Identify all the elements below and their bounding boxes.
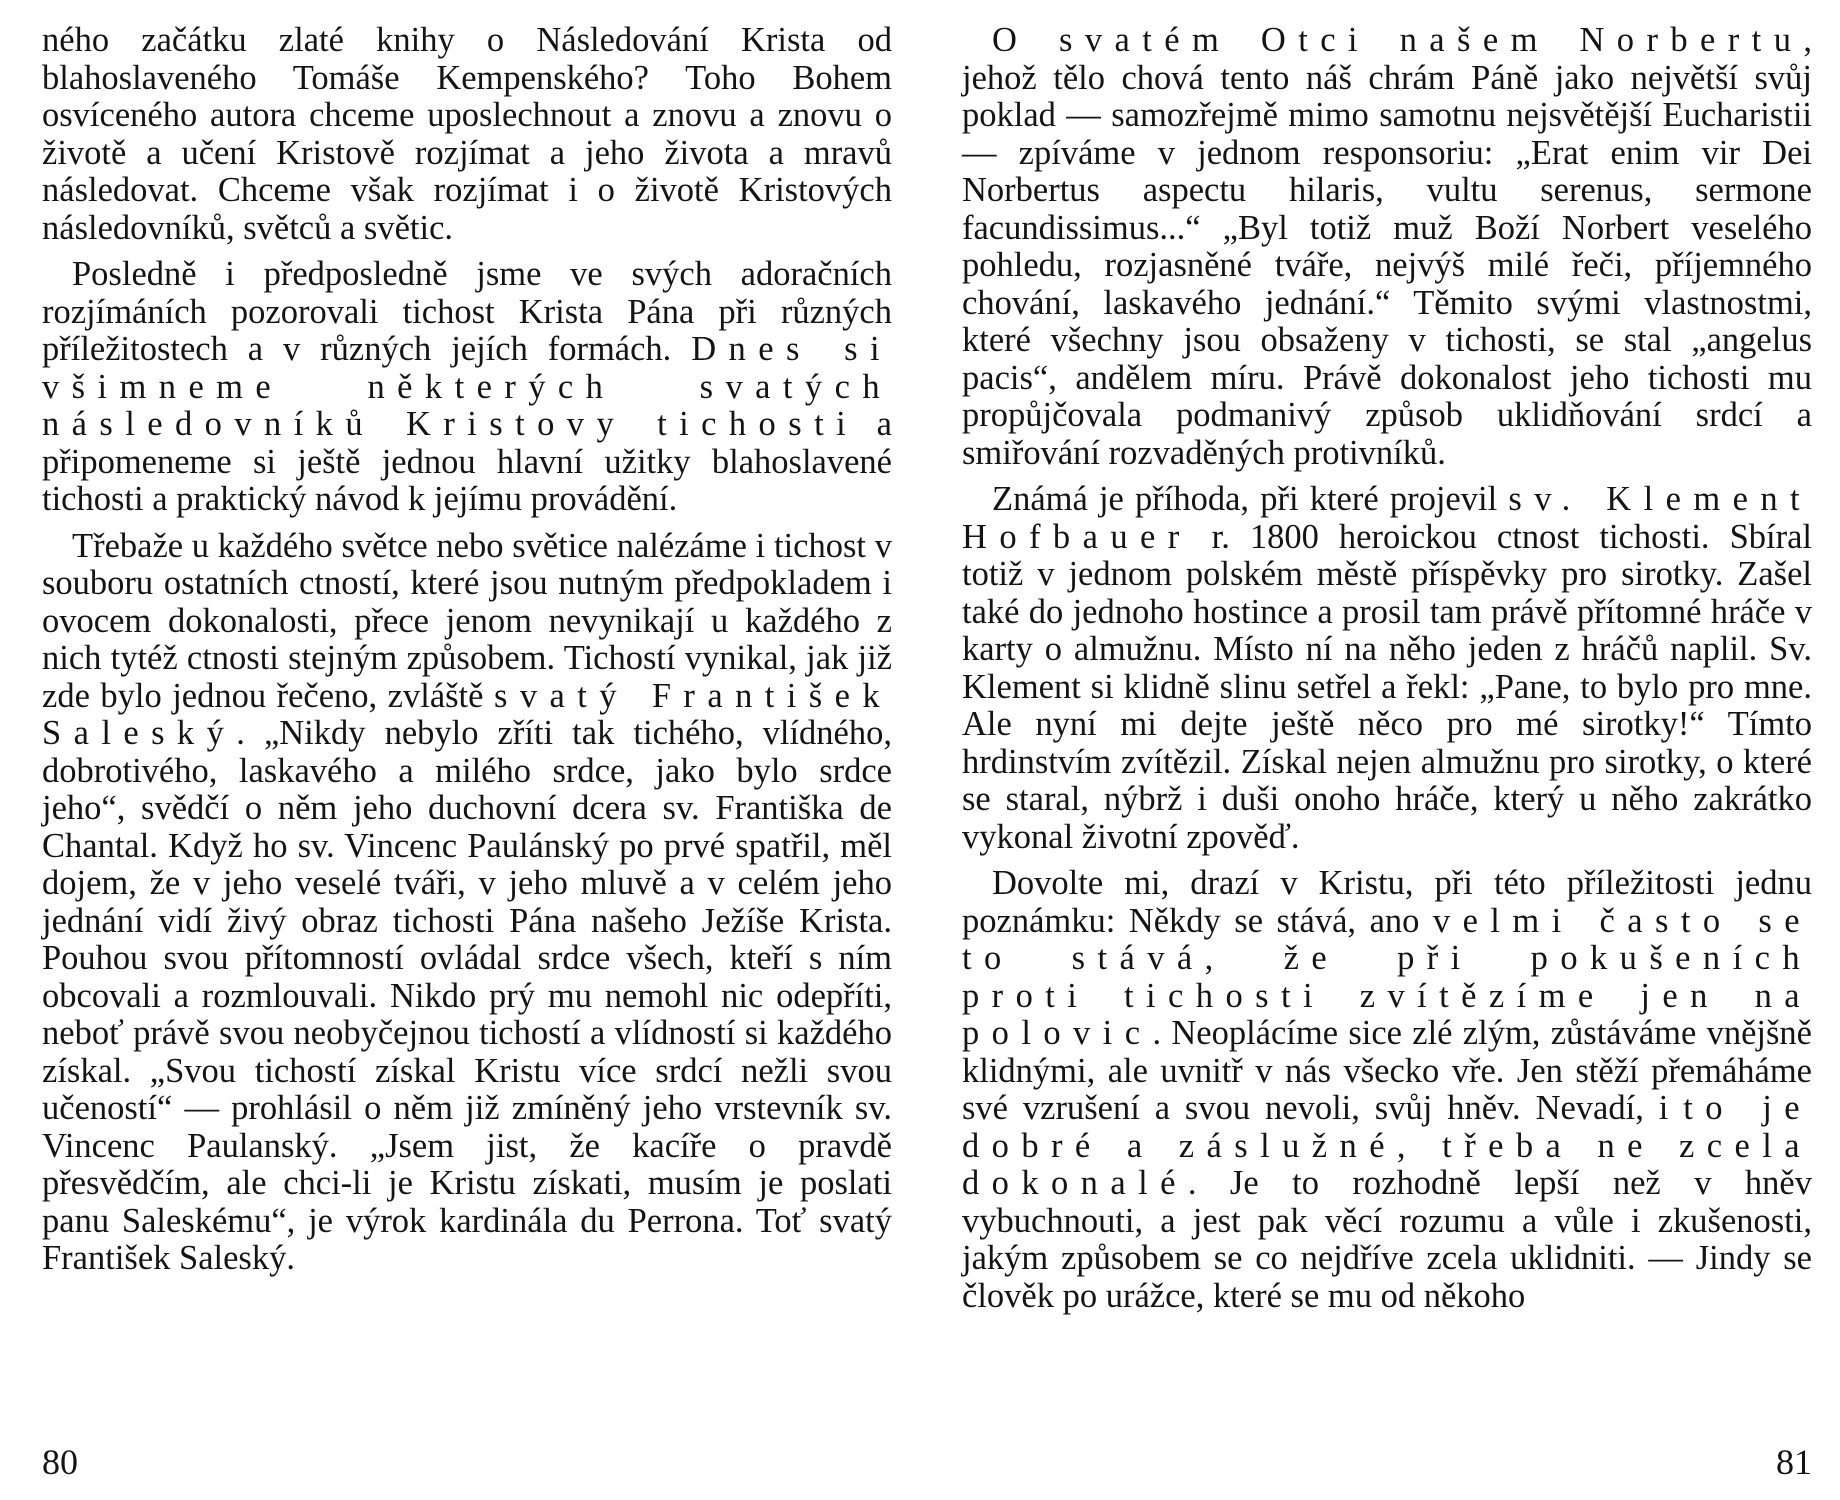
right-paragraph-2: [962, 481, 1812, 856]
left-paragraph-2: [42, 256, 892, 519]
spaced-emphasis: to je dobré a záslužné, třeba ne zcela dokonalé: [962, 1089, 1812, 1202]
text-segment: ného začátku zlaté knihy o Následování Krista od blahoslaveného Tomáše Kempenského? Toho Bohem osvíceného autora chceme uposlechnout a znovu a znovu o životě a učení Kristově rozjímat a jeho života a mravů následovat. Chceme však rozjímat i o životě Kristových následovníků, světců a světic.: [42, 21, 892, 247]
text-segment: . Je to rozhodně lepší než v hněv vybuchnouti, a jest pak věcí rozumu a vůle i zkušenosti, jakým způsobem se co nejdříve zcela uklidniti. — Jindy se člověk po urážce, které se mu od někoho: [962, 1164, 1812, 1315]
text-segment: Posledně i předposledně jsme ve svých adoračních rozjímáních pozorovali tichost Krista Pána při různých příležitostech a v různých jejích formách.: [42, 255, 892, 368]
left-page-text: [42, 22, 892, 1278]
right-paragraph-3: [962, 865, 1812, 1315]
spaced-emphasis: sv. Klement Hofbauer: [962, 480, 1812, 556]
spaced-emphasis: velmi často se to stává, že při pokušeních proti tichosti zvítězíme jen na polovic: [962, 901, 1813, 1052]
spaced-emphasis: Dnes si všimneme některých svatých následovníků Kristovy tichosti: [42, 330, 892, 443]
left-paragraph-1: [42, 22, 892, 247]
text-segment: a připomeneme si ještě jednou hlavní užitky blahoslavené tichosti a praktický návod k jejímu provádění.: [42, 405, 892, 518]
right-page: [962, 22, 1812, 1482]
right-page-text: [962, 22, 1812, 1315]
left-page: [42, 22, 892, 1482]
left-paragraph-3: [42, 528, 892, 1278]
text-segment: . Neoplácíme sice zlé zlým, zůstáváme vnějšně klidnými, ale uvnitř v nás všecko vře. Jen stěží přemáháme své vzrušení a svou nevoli, svůj hněv. Nevadí, i: [962, 1014, 1812, 1127]
text-segment: . „Nikdy nebylo zříti tak tichého, vlídného, dobrotivého, laskavého a milého srdce, jako bylo srdce jeho“, svědčí o něm jeho duchovní dcera sv. Františka de Chantal. Když ho sv. Vincenc Paulánský po prvé spatřil, měl dojem, že v jeho veselé tváři, v jeho mluvě a v celém jeho jednání vidí živý obraz tichosti Pána našeho Ježíše Krista. Pouhou svou přítomností ovládal srdce všech, kteří s ním obcovali a rozmlouvali. Nikdo prý mu nemohl nic odepříti, neboť právě svou neobyčejnou tichostí a vlídností si každého získal. „Svou tichostí získal Kristu více srdcí nežli svou učeností“ — prohlásil o něm již zmíněný jeho vrstevník sv. Vincenc Paulanský. „Jsem jist, že kacíře o pravdě přesvědčím, ale chci-li je Kristu získati, musím je poslati panu Saleskému“, je výrok kardinála du Perrona. Toť svatý František Saleský.: [42, 714, 892, 1277]
page-number-right: 81: [1776, 1442, 1812, 1482]
text-segment: Dovolte mi, drazí v Kristu, při této příležitosti jednu poznámku: Někdy se stává, ano: [962, 864, 1812, 940]
text-segment: Třebaže u každého světce nebo světice nalézáme i tichost v souboru ostatních ctností, které jsou nutným předpokladem i ovocem dokonalosti, přece jenom nevynikají u každého z nich tytéž ctnosti stejným způsobem. Tichostí vynikal, jak již zde bylo jednou řečeno, zvláště: [42, 526, 892, 715]
text-segment: r. 1800 heroickou ctnost tichosti. Sbíral totiž v jednom polském městě příspěvky pro sirotky. Zašel také do jednoho hostince a prosil tam právě přítomné hráče v karty o almužnu. Místo ní na něho jeden z hráčů naplil. Sv. Klement si klidně slinu setřel a řekl: „Pane, to bylo pro mne. Ale nyní mi dejte ještě něco pro mé sirotky!“ Tímto hrdinstvím zvítězil. Získal nejen almužnu pro sirotky, o které se staral, nýbrž i duši onoho hráče, který u něho zakrátko vykonal životní zpověď.: [962, 517, 1812, 856]
text-segment: , jehož tělo chová tento náš chrám Páně jako největší svůj poklad — samozřejmě mimo samotnu nejsvětější Eucharistii — zpíváme v jednom responsoriu: „Erat enim vir Dei Norbertus aspectu hilaris, vultu serenus, sermone facundissimus...“ „Byl totiž muž Boží Norbert veselého pohledu, rozjasněné tváře, nejvýš milé řeči, příjemného chování, laskavého jednání.“ Těmito svými vlastnostmi, které všechny jsou obsaženy v tichosti, se stal „angelus pacis“, andělem míru. Právě dokonalost jeho tichosti mu propůjčovala podmanivý způsob uklidňování srdcí a smiřování rozvaděných protivníků.: [962, 21, 1812, 472]
right-paragraph-1: [962, 22, 1812, 472]
page-number-left: 80: [42, 1442, 78, 1482]
text-segment: Známá je příhoda, při které projevil: [992, 480, 1509, 518]
spaced-emphasis: svatý František Saleský: [42, 676, 892, 752]
spaced-emphasis: O svatém Otci našem Norbertu: [992, 21, 1804, 59]
